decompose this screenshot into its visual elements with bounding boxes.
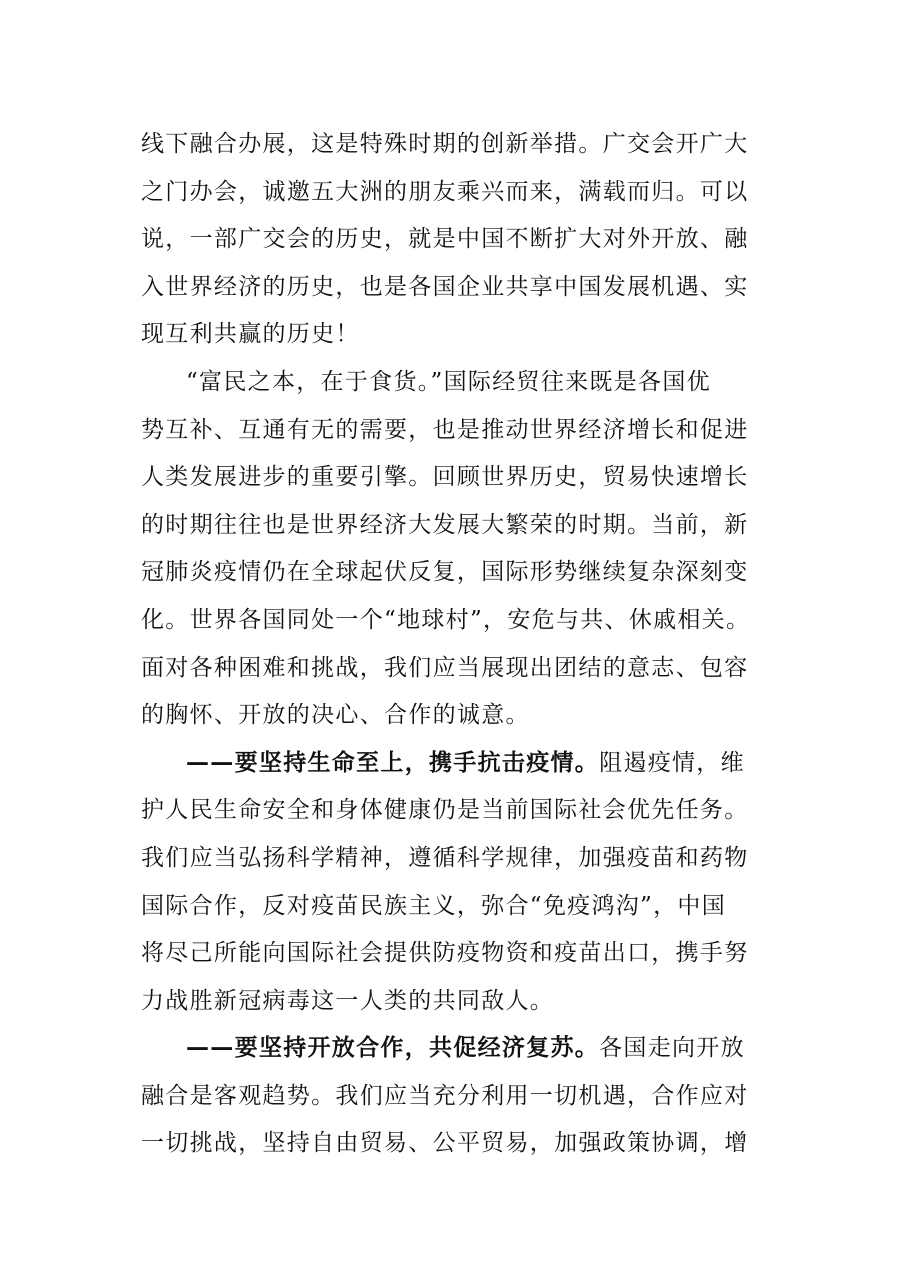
text-line: 面对各种困难和挑战，我们应当展现出团结的意志、包容 — [141, 654, 749, 681]
text-line: 护人民生命安全和身体健康仍是当前国际社会优先任务。 — [141, 797, 749, 824]
text-line: 力战胜新冠病毒这一人类的共同敌人。 — [141, 987, 555, 1014]
text-line: 的胸怀、开放的决心、合作的诚意。 — [141, 702, 530, 729]
text-line: 融合是客观趋势。我们应当充分利用一切机遇，合作应对 — [141, 1082, 749, 1109]
paragraph-1 — [141, 121, 781, 359]
text-line: 一切挑战，坚持自由贸易、公平贸易，加强政策协调，增 — [141, 1130, 749, 1157]
text-line: 我们应当弘扬科学精神，遵循科学规律，加强疫苗和药物 — [141, 844, 749, 871]
text-line: 化。世界各国同处一个“地球村”，安危与共、休戚相关。 — [141, 606, 751, 633]
bold-heading: ——要坚持开放合作，共促经济复苏。 — [186, 1035, 600, 1062]
text-run: 阻遏疫情，维 — [599, 749, 745, 776]
text-line: 国际合作，反对疫苗民族主义，弥合“免疫鸿沟”，中国 — [141, 892, 727, 919]
text-line: “富民之本，在于食货。”国际经贸往来既是各国优 — [186, 368, 711, 395]
text-line: 势互补、互通有无的需要，也是推动世界经济增长和促进 — [141, 416, 749, 443]
document-body — [141, 121, 781, 1168]
text-line: 现互利共赢的历史！ — [141, 321, 360, 348]
bold-heading: ——要坚持生命至上，携手抗击疫情。 — [186, 749, 600, 776]
text-line: 入世界经济的历史，也是各国企业共享中国发展机遇、实 — [141, 273, 749, 300]
text-line: 之门办会，诚邀五大洲的朋友乘兴而来，满载而归。可以 — [141, 178, 749, 205]
text-line: 人类发展进步的重要引擎。回顾世界历史，贸易快速增长 — [141, 464, 749, 491]
text-line: 冠肺炎疫情仍在全球起伏反复，国际形势继续复杂深刻变 — [141, 559, 749, 586]
paragraph-3 — [141, 740, 781, 1026]
text-run: 各国走向开放 — [599, 1035, 745, 1062]
text-line: 的时期往往也是世界经济大发展大繁荣的时期。当前，新 — [141, 511, 749, 538]
paragraph-4 — [141, 1025, 781, 1168]
text-line: 将尽己所能向国际社会提供防疫物资和疫苗出口，携手努 — [141, 940, 749, 967]
text-line: 线下融合办展，这是特殊时期的创新举措。广交会开广大 — [141, 131, 749, 157]
paragraph-2 — [141, 359, 781, 740]
text-line — [141, 740, 781, 788]
text-line — [141, 1025, 781, 1073]
text-line: 说，一部广交会的历史，就是中国不断扩大对外开放、融 — [141, 226, 749, 253]
